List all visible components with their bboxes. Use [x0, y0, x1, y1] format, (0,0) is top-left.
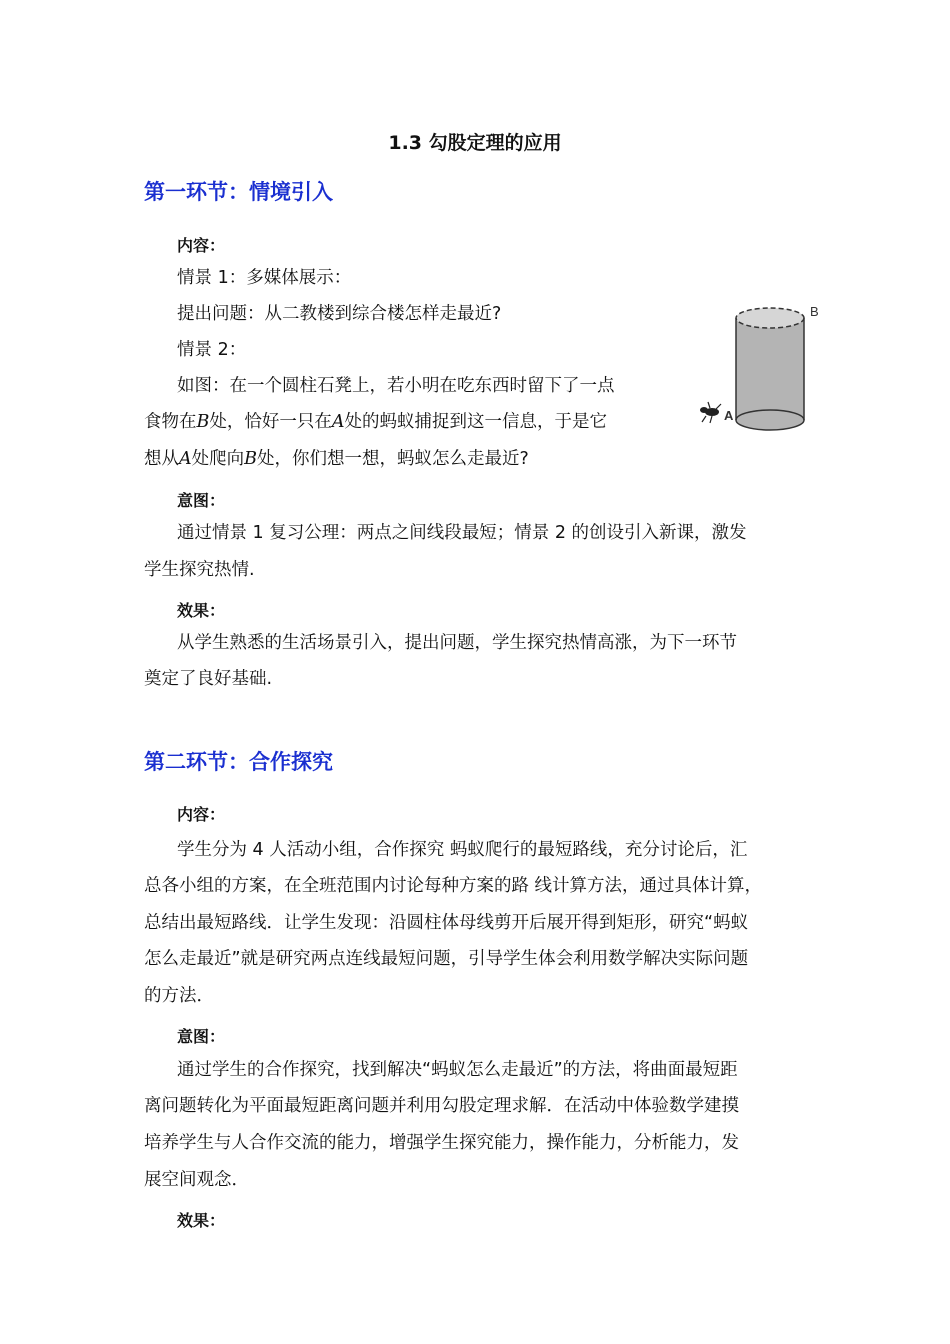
section-heading-1: 第一环节：情境引入 — [144, 180, 333, 204]
effect-label: 效果： — [177, 601, 226, 620]
intent-line-2: 离问题转化为平面最短距离问题并利用勾股定理求解．在活动中体验数学建摸 — [144, 1096, 739, 1116]
scene-2-text: 情景 2： — [177, 340, 247, 360]
content-label: 内容： — [177, 805, 226, 824]
label-b: B — [810, 304, 819, 319]
intent-line-2: 学生探究热情. — [144, 560, 255, 580]
content-line-3: 总结出最短路线．让学生发现：沿圆柱体母线剪开后展开得到矩形，研究“蚂蚁 — [144, 913, 749, 933]
intent-line-3: 培养学生与人合作交流的能力，增强学生探究能力，操作能力，分析能力，发 — [144, 1133, 739, 1153]
content-line-1: 学生分为 4 人活动小组，合作探究 蚂蚁爬行的最短路线，充分讨论后，汇 — [177, 840, 748, 860]
story-line-1: 如图：在一个圆柱石凳上，若小明在吃东西时留下了一点 — [177, 376, 615, 396]
intent-label: 意图： — [177, 1027, 226, 1046]
intent-label: 意图： — [177, 491, 226, 510]
intent-line-1: 通过情景 1 复习公理：两点之间线段最短；情景 2 的创设引入新课，激发 — [177, 523, 747, 543]
question-text: 提出问题：从二教楼到综合楼怎样走最近? — [177, 304, 502, 324]
intent-line-1: 通过学生的合作探究，找到解决“蚂蚁怎么走最近”的方法，将曲面最短距 — [177, 1060, 738, 1080]
story-line-3: 想从A处爬向B处，你们想一想，蚂蚁怎么走最近? — [144, 449, 529, 469]
content-label: 内容： — [177, 236, 226, 255]
story-line-2: 食物在B处，恰好一只在A处的蚂蚁捕捉到这一信息，于是它 — [144, 412, 608, 432]
intent-line-4: 展空间观念． — [144, 1170, 249, 1190]
effect-line-2: 奠定了良好基础. — [144, 669, 273, 689]
document-title: 1.3 勾股定理的应用 — [388, 132, 562, 154]
section-heading-2: 第二环节：合作探究 — [144, 750, 333, 774]
effect-label: 效果： — [177, 1211, 226, 1230]
scene-1-text: 情景 1：多媒体展示： — [177, 268, 352, 288]
content-line-5: 的方法． — [144, 986, 214, 1006]
content-line-4: 怎么走最近”就是研究两点连线最短问题，引导学生体会利用数学解决实际问题 — [144, 949, 749, 969]
content-line-2: 总各小组的方案，在全班范围内讨论每种方案的路 线计算方法，通过具体计算， — [144, 876, 763, 896]
cylinder-diagram — [694, 300, 829, 440]
ant-icon — [700, 402, 721, 423]
effect-line-1: 从学生熟悉的生活场景引入，提出问题，学生探究热情高涨，为下一环节 — [177, 633, 737, 653]
label-a: A — [724, 408, 734, 423]
cylinder-figure — [694, 300, 829, 440]
